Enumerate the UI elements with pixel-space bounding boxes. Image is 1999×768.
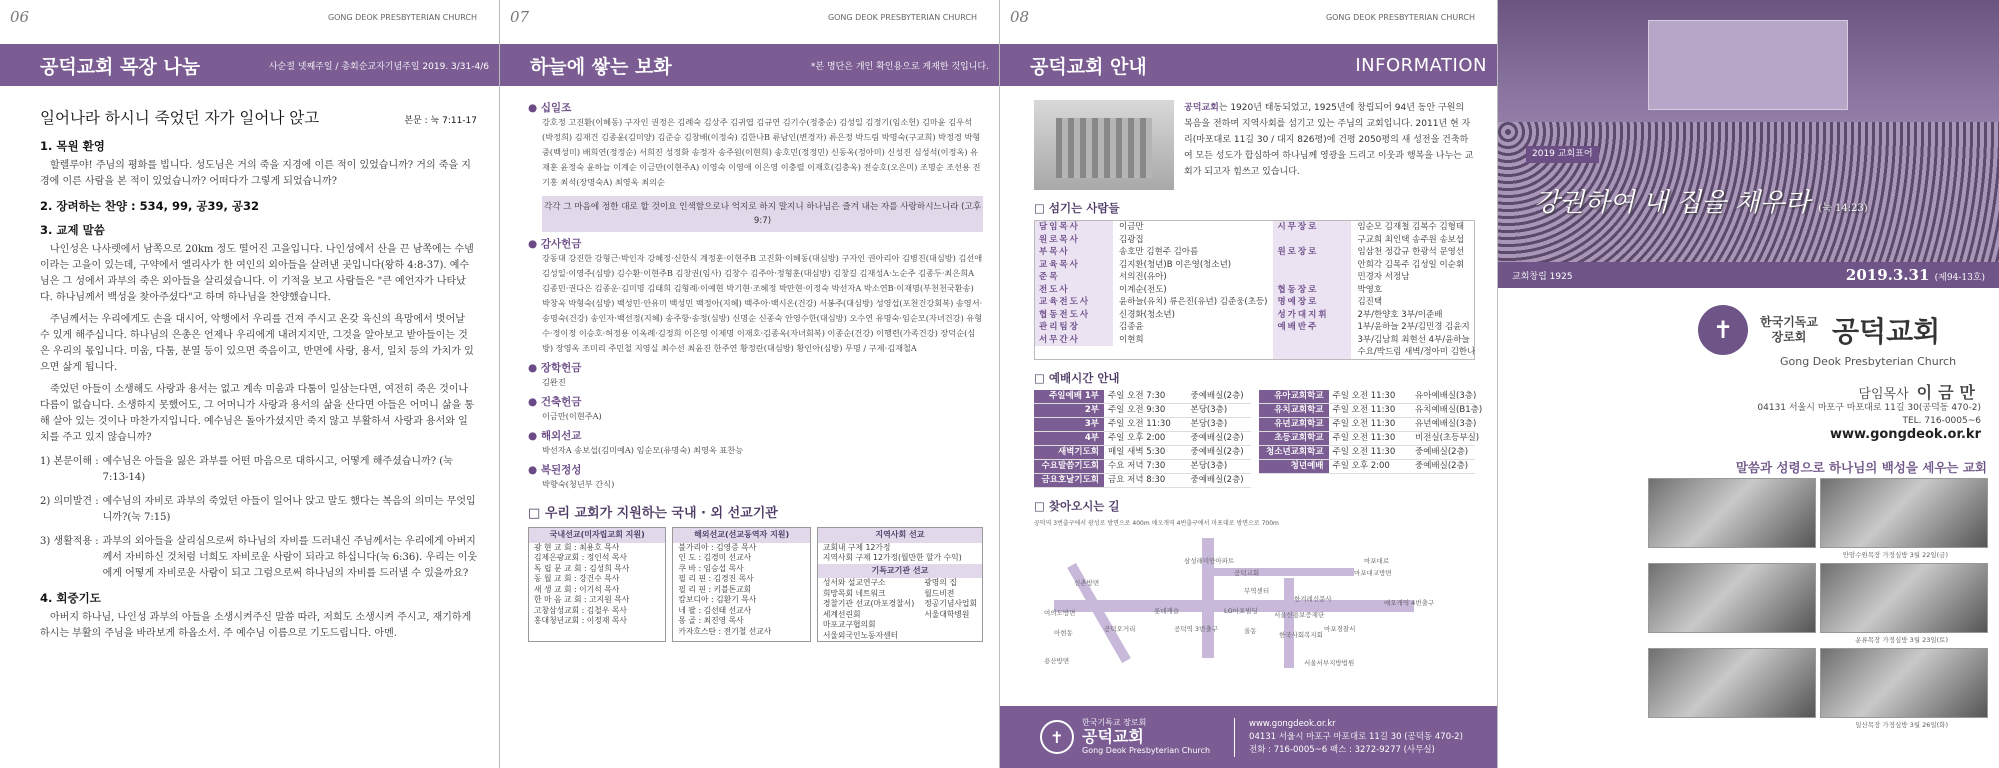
- question-text: 과부의 외아들을 살리심으로써 하나님의 자비를 드러내신 주님께서는 우리에게 아버지께서 자비하신 것처럼 너희도 자비로운 사람이 되라고 하십니다(눅 6:36). 우리는 이웃에게 어떻게 자비로운 사람이 되고 그럼으로써 하나님의 자비를 드러낼 수 있을까요?: [102, 536, 477, 579]
- worship-row: [1259, 404, 1483, 418]
- worship-row: [1259, 446, 1476, 460]
- staff-names: 안희각 김목주 김성일 이순휘: [1357, 259, 1465, 270]
- pastor: 담임목사 이금만: [1858, 383, 1981, 402]
- visit-photo: [1820, 648, 1988, 718]
- worship-row: [1034, 404, 1251, 418]
- service-place: 중예배실(2층): [1190, 390, 1244, 401]
- staff-row: [1035, 246, 1267, 259]
- worship-row: [1259, 432, 1480, 446]
- page-number: 08: [1010, 8, 1030, 26]
- offering-names: 김완진: [542, 377, 566, 387]
- date-bar: [1498, 262, 1999, 288]
- mission-item: 필 리 핀 : 키블톤교회: [678, 584, 752, 594]
- worship-table: [1034, 390, 1483, 488]
- service-time: 주일 오후 2:00: [1332, 460, 1390, 471]
- staff-role: 관리팀장: [1035, 321, 1113, 334]
- mission-item: 광명의 집: [924, 578, 957, 587]
- mission-sublist: [818, 578, 982, 641]
- service-place: 유년예배실(3층): [1415, 418, 1477, 429]
- mission-item: 월드비전: [924, 588, 955, 598]
- paragraph: 할렐루야! 주님의 평화를 빕니다. 성도님은 거의 죽을 지경에 이른 적이 있었습니까? 거의 죽을 지경에 이른 사람을 본 적이 있었습니까? 어떠다가 그렇게 되었습니까?: [40, 160, 471, 187]
- mission-item: 네 팔 : 김선태 선교사: [678, 605, 752, 615]
- service-place: 본당(3층): [1190, 460, 1228, 471]
- map-label: 삼성래미안아파트: [1184, 556, 1235, 565]
- column-header: 해외선교(선교동역자 지원): [673, 528, 809, 543]
- footer-addr: 04131 서울시 마포구 마포대로 11길 30 (공덕동 470-2): [1249, 731, 1463, 742]
- staff-row: [1273, 246, 1475, 259]
- mission-item: 김제은광교회 : 정인석 목사: [534, 553, 627, 562]
- page-number: 06: [10, 8, 30, 26]
- denomination: 한국기독교 장로회: [1760, 315, 1818, 344]
- service-place: 중예배실(2층): [1190, 446, 1244, 457]
- bible-verse: 각각 그 마음에 정한 대로 할 것이요 인색함으로나 억지로 하지 말지니 하나님은 즐겨 내는 자를 사랑하시느니라 (고후 9:7): [542, 196, 983, 232]
- staff-row: [1273, 259, 1475, 272]
- service-place: 유치예배실(B1층): [1415, 404, 1483, 415]
- staff-names: 윤하늘(유치) 류은진(유년) 김준웅(초등): [1119, 297, 1268, 307]
- offering-heading: ● 십일조: [528, 102, 572, 114]
- directions-map: [1034, 518, 1475, 678]
- worship-row: [1259, 460, 1476, 474]
- mission-item: 새 생 교 회 : 이기석 목사: [534, 584, 620, 594]
- staff-role: 부목사: [1035, 246, 1113, 259]
- mission-item: 지역사회 구제 12가정(월만한 할가 수익): [822, 553, 962, 562]
- church-name-header: GONG DEOK PRESBYTERIAN CHURCH: [1325, 12, 1475, 22]
- worship-row: [1034, 460, 1251, 474]
- church-emblem-icon: ✝: [1698, 305, 1748, 355]
- service-time: 주일 오전 9:30: [1108, 404, 1166, 415]
- photo-row: [1648, 648, 1988, 718]
- map-label: 울동: [1244, 626, 1257, 635]
- worship-column-right: [1259, 390, 1483, 488]
- paragraph: 아버지 하나님, 나인성 과부의 아들을 소생시켜주신 말씀 따라, 저희도 소생시켜 주시고, 재기하게 하시는 부활의 주님을 바라보게 하옵소서. 주 예수님 이름으로 기도드립니다. 아멘.: [40, 612, 472, 639]
- church-logo: [1698, 305, 1940, 355]
- service-place: 중예배실(2층): [1415, 446, 1469, 457]
- map-label: 한겨레신문사: [1294, 594, 1332, 603]
- service-name: 유아교회학교: [1259, 390, 1329, 403]
- staff-names: 임삼천 정갑규 한광석 문영선: [1357, 247, 1465, 257]
- mission-item: 고창삼성교회 : 김철우 목사: [534, 605, 627, 615]
- staff-role: 교육전도사: [1035, 296, 1113, 309]
- question-label: 1) 본문이해 :: [40, 456, 99, 467]
- mission-column-local: [817, 527, 983, 642]
- map-label: 무역센터: [1244, 586, 1270, 595]
- mission-item: 정공기념사업회: [924, 599, 977, 608]
- photo-row: [1648, 478, 1988, 548]
- staff-role: 명예장로: [1273, 296, 1351, 309]
- page-08: [1000, 0, 1498, 768]
- question-text: 예수님의 자비로 과부의 죽었던 아들이 일어나 앉고 말도 했다는 복음의 의미는 무엇입니까?(눅 7:15): [102, 496, 476, 523]
- service-name: 수요말씀기도회: [1034, 460, 1104, 473]
- offering-heading: ● 해외선교: [528, 430, 582, 442]
- offering-names: 박선자A 송보섭(김미예A) 임순모(유명숙) 최영옥 표찬능: [542, 445, 744, 455]
- staff-names: 민경자 서정남: [1357, 272, 1410, 282]
- founded-label: 교회창립 1925: [1512, 271, 1573, 282]
- staff-role: [1273, 271, 1351, 284]
- visit-photos: [1648, 478, 1988, 733]
- page-note: *본 명단은 개인 확인용으로 게재한 것입니다.: [810, 61, 989, 72]
- service-name: 4부: [1034, 432, 1104, 445]
- staff-role: 협동전도사: [1035, 309, 1113, 322]
- service-time: 주일 오전 11:30: [1332, 404, 1396, 415]
- worship-row: [1034, 446, 1251, 460]
- staff-row: [1273, 284, 1475, 297]
- service-time: 주일 오전 11:30: [1332, 390, 1396, 401]
- mission-item: 인 도 : 김경미 선교사: [678, 553, 752, 562]
- visit-photo: [1648, 563, 1816, 633]
- church-name: 공덕교회: [1832, 315, 1941, 348]
- service-place: 중예배실(2층): [1190, 432, 1244, 443]
- staff-names: 구교희 최인택 송주원 송보섭: [1357, 234, 1465, 245]
- footer-tel: 전화 : 716-0005~6 팩스 : 3272-9277 (사무실): [1249, 744, 1435, 755]
- column-header: 지역사회 선교: [818, 528, 982, 543]
- worship-heading: □ 예배시간 안내: [1034, 370, 1120, 385]
- theme-badge: 2019 교회표어: [1526, 146, 1599, 163]
- address: 04131 서울시 마포구 마포대로 11길 30(공덕동 470-2): [1757, 403, 1981, 413]
- map-label: 롯데캐슬: [1154, 606, 1180, 615]
- staff-role: 원로목사: [1035, 234, 1113, 247]
- service-name: 유치교회학교: [1259, 404, 1329, 417]
- worship-row: [1259, 418, 1476, 432]
- staff-row: [1035, 221, 1267, 234]
- offering-heading: ● 감사헌금: [528, 238, 582, 250]
- mission-item: 광 현 교 회 : 최용호 목사: [534, 542, 620, 552]
- map-label: 애오개역 4번출구: [1384, 598, 1435, 607]
- service-time: 주일 오전 11:30: [1332, 446, 1396, 457]
- staff-names: 신경화(청소년): [1119, 309, 1175, 320]
- service-place: 비전실(초등부실): [1415, 432, 1480, 443]
- mission-item: 마포교구협의회: [822, 620, 876, 629]
- map-heading: □ 찾아오시는 길: [1034, 498, 1120, 513]
- staff-role: 시무장로: [1273, 221, 1351, 234]
- map-label: 아현동: [1054, 628, 1073, 637]
- worship-row: [1259, 390, 1476, 404]
- mission-item: 교회내 구제 12가정: [822, 542, 891, 552]
- mission-item: 동 월 교 회 : 강건수 목사: [534, 574, 620, 583]
- worship-row: [1034, 390, 1251, 404]
- staff-names: 2부/한양호 3부/이준배: [1357, 309, 1443, 320]
- service-place: 유아예배실(3층): [1415, 390, 1477, 401]
- page-subtitle: 사순절 넷째주일 / 총회순교자기념주일 2019. 3/31-4/6: [268, 61, 489, 72]
- staff-row: [1035, 334, 1267, 347]
- page-header: [0, 0, 499, 34]
- mission-sublist-right: [919, 578, 982, 641]
- section-heading: 1. 목원 환영: [40, 139, 105, 153]
- map-label: 마포경찰서: [1324, 624, 1356, 633]
- page-title: 공덕교회 목장 나눔: [40, 55, 201, 78]
- staff-row: [1273, 221, 1475, 234]
- visit-photo: [1820, 563, 1988, 633]
- website-link[interactable]: www.gongdeok.or.kr: [1829, 427, 1981, 442]
- staff-role: [1273, 259, 1351, 272]
- staff-names: 박영호: [1357, 284, 1383, 295]
- mission-column-domestic: [528, 527, 666, 642]
- staff-row: [1035, 296, 1267, 309]
- paragraph: 주님께서는 우리에게도 손을 대시어, 악행에서 우리를 건져 주시고 온갖 육신의 욕망에서 벗어날 수 있게 해주십니다. 하나님의 은총은 언제나 우리에게 내려지지만, 그것을 알아보고 받아들이는 것은 우리의 몫입니다. 미움, 다툼, 분열 등이 있으면 죽음이고, 반면에 사랑, 용서, 일치 등의 가치가 있으면 삶게 됩니다.: [40, 314, 474, 373]
- church-motto: 말씀과 성령으로 하나님의 백성을 세우는 교회: [1735, 460, 1987, 475]
- staff-column-left: [1035, 221, 1267, 359]
- offering-heading: ● 장학헌금: [528, 362, 582, 374]
- photo-caption: 운류목장 가정심방 3월 23일(토): [1855, 636, 1948, 644]
- column-header: 기독교기관 선교: [818, 564, 982, 579]
- mission-item: 불가리아 : 김영증 목사: [678, 542, 757, 552]
- staff-role: 원로장로: [1273, 246, 1351, 259]
- offering-heading: ● 건축헌금: [528, 396, 582, 408]
- title-band: [1000, 44, 1497, 86]
- offering-names: 강동대 강진한 강형근·박인자 강혜정·신한식 계정훈·이현주B 고진화·이혜동(대심방) 구자인 권아리아 김병진(대심방) 김선애 김성일·이영주(심방) 김수환·이현주B 김창권(임사) 김창수 김주아·정형훈(대심방) 김창길 김재성A·노순주 김종두·최은희A 김종민·권다은 김종운·김미명 김태희 김형례·이예현 박기현·조혜정 박만현·이정숙 박선자A 박소연B·이재명(부천천국환송) 박창욱 박형숙(심방) 백성민·안유미 백성민 백정아(지혜) 백주아·백시온(건강) 서봉주(대심방) 성영섭(포천건강회복) 송영서·송명숙(건강) 송인자·백선정(지혜) 송주항·송정(심방) 신명순 신종숙 안영수한(대심방) 오수연 유명숙·임순모(자녀건강) 유형수·정이정 이승호·허정용 이옥례·김정희 이은영 이제명 이재호·김종옥(자녀회복) 이종순(건강) 이행련(가족건강) 장덕순(심방) 장영옥 조미리 주민철 지영실 최수선 최윤진 한주연 황정란(대심방) 황인아(심방) 무명 / 구제·김재철A: [542, 253, 983, 353]
- page-title: 하늘에 쌓는 보화: [530, 55, 672, 78]
- question-label: 2) 의미발견 :: [40, 496, 99, 507]
- footer-web: www.gongdeok.or.kr: [1249, 718, 1336, 729]
- church-name-en: Gong Deok Presbyterian Church: [1780, 355, 1957, 368]
- question: [40, 534, 477, 582]
- staff-names: 김광집: [1119, 234, 1144, 245]
- staff-role: 성가대지휘: [1273, 309, 1351, 322]
- staff-role: 협동장로: [1273, 284, 1351, 297]
- staff-role: 서무간사: [1035, 334, 1113, 347]
- visit-photo: [1820, 478, 1988, 548]
- staff-row: [1035, 259, 1267, 272]
- sermon-reference: 본문 : 눅 7:11-17: [404, 116, 477, 126]
- staff-names: 김진택: [1357, 297, 1383, 307]
- map-label: 용산방면: [1044, 656, 1070, 665]
- service-name: 주일예배 1부: [1034, 390, 1104, 403]
- service-name: 초등교회학교: [1259, 432, 1329, 445]
- worship-row: [1034, 432, 1251, 446]
- service-time: 주일 오전 11:30: [1108, 418, 1171, 429]
- mission-item: 필 리 핀 : 김경진 목사: [678, 574, 754, 583]
- staff-names: 임순모 김재철 김복수 김형태: [1357, 222, 1465, 232]
- staff-row: [1035, 309, 1267, 322]
- map-label: LG마포빌딩: [1224, 606, 1258, 615]
- service-name: 2부: [1034, 404, 1104, 417]
- page-footer: [1000, 706, 1497, 768]
- staff-names: 수요/박드림 새벽/정아미 김한나: [1357, 347, 1476, 357]
- staff-role: 담임목사: [1035, 221, 1113, 234]
- worship-row: [1034, 474, 1251, 488]
- staff-names: 1부/윤하늘 2부/김민경 김윤지: [1357, 322, 1470, 332]
- staff-role: 교육목사: [1035, 259, 1113, 272]
- staff-row: [1035, 234, 1267, 247]
- staff-row: [1273, 271, 1475, 284]
- offering-heading: ● 복된정성: [528, 464, 582, 476]
- offering-names: 강호정 고진환(이혜동) 구자인 권정은 김례숙 김상주 김귀엽 김규연 김기수(정충순) 김성일 김정기(임소헌) 김마윤 김우석(박정희) 김재건 김종윤(김미양) 김준승 김창배(이정숙) 김한나B 류남인(변경자) 류은정 박드림 박명숙(구교희) 박정경 박형중(백성미) 배희연(정정순) 서희진 성정화 송정자 송주원(이현희) 송호민(정정민) 신동옥(정아미) 신성진 심성석(이정옥) 유재훈 윤정숙 윤하늘 이계순 이금만(이현주A) 이영숙 이영애 이은영 이충렬 이재호(김충옥) 전승호(오은미) 조명순 조선용 진기홍 최석(장명숙A) 최영옥 최의순: [542, 117, 981, 187]
- intro-text: 공덕교회는 1920년 태동되었고, 1925년에 창립되어 94년 동안 구원의 복음을 전하며 지역사회를 섬기고 있는 주님의 교회입니다. 2011년 현 자리(마포대로 11길 30 / 대지 826평)에 건평 2050평의 새 성전을 건축하여 모든 성도가 합심하여 하나님께 영광을 드리고 이웃과 행복을 나누는 교회가 되고자 힘쓰고 있습니다.: [1184, 103, 1474, 177]
- information-label: INFORMATION: [1355, 54, 1487, 76]
- visit-photo: [1648, 478, 1816, 548]
- service-name: 청소년교회학교: [1259, 446, 1329, 459]
- column-header: 국내선교(미자립교회 지원): [529, 528, 665, 543]
- mission-support-title: □ 우리 교회가 지원하는 국내 · 외 선교기관: [528, 506, 778, 521]
- paragraph: 죽었던 아들이 소생해도 사랑과 용서는 없고 계속 미움과 다툼이 일삼는다면, 여전히 죽은 것이나 다름이 없습니다. 소생하지 못했어도, 그 어머니가 사랑과 용서의 삶을 산다면 아들은 어머니 삶을 통해 살아 있는 것이나 마찬가지입니다. 예수님은 돌아가셨지만 죽지 않고 부활하셔 사랑과 용서와 일치를 주고 있지 않습니까?: [40, 384, 475, 443]
- staff-role: [1273, 334, 1351, 347]
- mission-item: 성서와 설교연구소: [822, 578, 886, 587]
- staff-names: 이현희: [1119, 334, 1144, 345]
- staff-role: 전도사: [1035, 284, 1113, 297]
- staff-row: [1035, 284, 1267, 297]
- mission-item: 세계선린회: [822, 609, 861, 619]
- year-theme: 강권하여 내 집을 채우라 (눅 14:23): [1534, 188, 1868, 218]
- stage-image: [1648, 20, 1848, 110]
- staff-role: 예배반주: [1273, 321, 1351, 334]
- service-name: 청년예배: [1259, 460, 1329, 473]
- page-07: [500, 0, 1000, 768]
- issue-date: 2019.3.31 (제94-13호): [1845, 266, 1985, 284]
- question: [40, 494, 477, 526]
- staff-row: [1273, 321, 1475, 334]
- staff-names: 김종윤: [1119, 322, 1144, 332]
- service-time: 수요 저녁 7:30: [1108, 460, 1166, 471]
- map-label: 신촌방면: [1074, 578, 1100, 587]
- title-band: [500, 44, 999, 86]
- mission-item: 몽 골 : 최진영 목사: [678, 616, 744, 625]
- staff-row: [1035, 271, 1267, 284]
- page-06: [0, 0, 500, 768]
- sermon-title: 일어나라 하시니 죽었던 자가 일어나 앉고: [40, 109, 320, 127]
- section-heading: 3. 교제 말씀: [40, 223, 105, 237]
- section-heading: 4. 회중기도: [40, 591, 101, 605]
- map-label: 마포대교방면: [1354, 568, 1392, 577]
- church-logo-icon: ✝: [1040, 720, 1074, 754]
- mission-item: 홍대청년교회 : 이정재 목사: [534, 616, 627, 625]
- service-place: 중예배실(2층): [1190, 474, 1244, 485]
- title-band: [0, 44, 499, 86]
- map-label: 공덕오거리: [1104, 624, 1136, 633]
- mission-item: 캄보디아 : 김환기 목사: [678, 595, 757, 604]
- staff-names: 이계순(전도): [1119, 284, 1167, 295]
- mission-item: 독 립 문 교 회 : 김성희 목사: [534, 563, 630, 573]
- page-header: [1000, 0, 1497, 34]
- photo-caption: 안암수원목장 가정심방 3월 22일(금): [1842, 551, 1948, 559]
- staff-row: [1273, 296, 1475, 309]
- staff-column-right: [1273, 221, 1475, 359]
- offering-names: 이금만(이현주A): [542, 411, 602, 421]
- map-label: 여의도방면: [1044, 608, 1076, 617]
- mission-item: 희망목회 네트워크: [822, 588, 886, 598]
- staff-row: [1273, 346, 1475, 359]
- service-place: 본당(3층): [1190, 404, 1228, 415]
- staff-names: 서의진(유아): [1119, 272, 1167, 282]
- mission-column-overseas: [672, 527, 810, 642]
- service-time: 매일 새벽 5:30: [1108, 446, 1166, 457]
- map-road: [1284, 578, 1294, 668]
- service-place: 본당(3층): [1190, 418, 1228, 429]
- church-name-header: GONG DEOK PRESBYTERIAN CHURCH: [827, 12, 977, 22]
- staff-names: 이금만: [1119, 222, 1144, 232]
- question-label: 3) 생활적용 :: [40, 536, 99, 547]
- service-name: 3부: [1034, 418, 1104, 431]
- staff-names: 송호만 김현주 김아름: [1119, 247, 1199, 257]
- service-time: 주일 오후 2:00: [1108, 432, 1166, 443]
- service-time: 금요 저녁 8:30: [1108, 474, 1166, 485]
- worship-row: [1034, 418, 1251, 432]
- mission-item: 한 마 음 교 회 : 고지원 목사: [534, 595, 630, 604]
- staff-names: 김지환(청년)B 이은영(청소년): [1119, 259, 1232, 270]
- service-time: 주일 오전 7:30: [1108, 390, 1166, 401]
- map-label: 서울신용보증재단: [1274, 610, 1325, 619]
- church-building-image: [1034, 100, 1174, 190]
- sermon-body: [0, 86, 499, 642]
- map-road: [1204, 568, 1354, 576]
- service-name: 금요호날기도회: [1034, 474, 1104, 487]
- staff-row: [1273, 309, 1475, 322]
- page-number: 07: [510, 8, 530, 26]
- staff-role: [1273, 346, 1351, 359]
- service-name: 새벽기도회: [1034, 446, 1104, 459]
- page-header: [500, 0, 999, 34]
- map-label: 마포대로: [1364, 556, 1390, 565]
- question: [40, 454, 477, 486]
- mission-table: [528, 527, 983, 642]
- congregation-photo: [1498, 0, 1999, 262]
- staff-table: [1034, 220, 1475, 360]
- map-label: 공덕역 3번출구: [1174, 624, 1218, 633]
- service-time: 주일 오전 11:30: [1332, 432, 1396, 443]
- staff-heading: □ 섬기는 사람들: [1034, 201, 1120, 215]
- offering-names: 박향숙(청년부 간식): [542, 479, 615, 489]
- map-note: 공덕역 3번출구에서 광성로 방면으로 400m 애오개역 4번출구에서 마포대로 방면으로 700m: [1034, 519, 1279, 527]
- church-contact: [1757, 402, 1981, 441]
- paragraph: 나인성은 나사렛에서 남쪽으로 20km 정도 떨어진 고을입니다. 나인성에서 산을 끈 남쪽에는 수넴이라는 고을이 있는데, 구약에서 엘리사가 한 여인의 외아들을 살려낸 곳입니다(왕하 4:8-37). 예수님은 그 성에서 과부의 죽은 외아들을 살리셨습니다. 이 기적을 보고 사람들은 "큰 예언자가 나타났다. 하나님께서 백성을 찾아주셨다"고 하며 하나님을 찬양했습니다.: [40, 244, 474, 303]
- mission-item: 서울외국인노동자센터: [822, 630, 899, 640]
- page-title: 공덕교회 안내: [1030, 55, 1147, 78]
- section-heading: 2. 장려하는 찬양 : 534, 99, 공39, 공32: [40, 199, 259, 213]
- question-text: 예수님은 아들을 잃은 과부를 어떤 마음으로 대하시고, 어떻게 해주셨습니까? (눅 7:13-14): [102, 456, 453, 483]
- cover-page: [1498, 0, 1999, 768]
- footer-church-name: 한국기독교 장로회 공덕교회 Gong Deok Presbyterian Church: [1082, 718, 1211, 755]
- mission-item: 카자흐스탄 : 전기철 선교사: [678, 626, 772, 636]
- service-name: 유년교회학교: [1259, 418, 1329, 431]
- mission-item: 서울대학병원: [924, 609, 970, 619]
- church-intro: [1034, 100, 1475, 190]
- sermon-heading: [40, 106, 477, 128]
- photo-caption: 일산목장 가정심방 3월 26일(화): [1855, 721, 1948, 729]
- service-place: 중예배실(2층): [1415, 460, 1469, 471]
- service-time: 주일 오전 11:30: [1332, 418, 1396, 429]
- staff-names: 3부/김남희 최현선 4부/윤하늘: [1357, 334, 1470, 345]
- offering-list: [500, 86, 999, 642]
- telephone: TEL. 716-0005~6: [1902, 416, 1981, 426]
- mission-sublist-left: [818, 578, 919, 641]
- map-label: 한국사회복지회: [1279, 630, 1323, 639]
- staff-row: [1035, 321, 1267, 334]
- mission-item: 쿠 바 : 임승섭 목사: [678, 563, 744, 573]
- staff-role: [1273, 234, 1351, 247]
- map-label: 서울서부지방법원: [1304, 658, 1355, 667]
- worship-column-left: [1034, 390, 1251, 488]
- staff-row: [1273, 234, 1475, 247]
- photo-row: [1648, 563, 1988, 633]
- staff-role: 준목: [1035, 271, 1113, 284]
- footer-address: [1234, 718, 1463, 757]
- church-name-header: GONG DEOK PRESBYTERIAN CHURCH: [327, 12, 477, 22]
- map-label: 공덕교회: [1234, 568, 1260, 577]
- mission-item: 경찰기관 선교(마포경찰서): [822, 599, 915, 608]
- info-body: [1000, 86, 1497, 678]
- staff-row: [1273, 334, 1475, 347]
- visit-photo: [1648, 648, 1816, 718]
